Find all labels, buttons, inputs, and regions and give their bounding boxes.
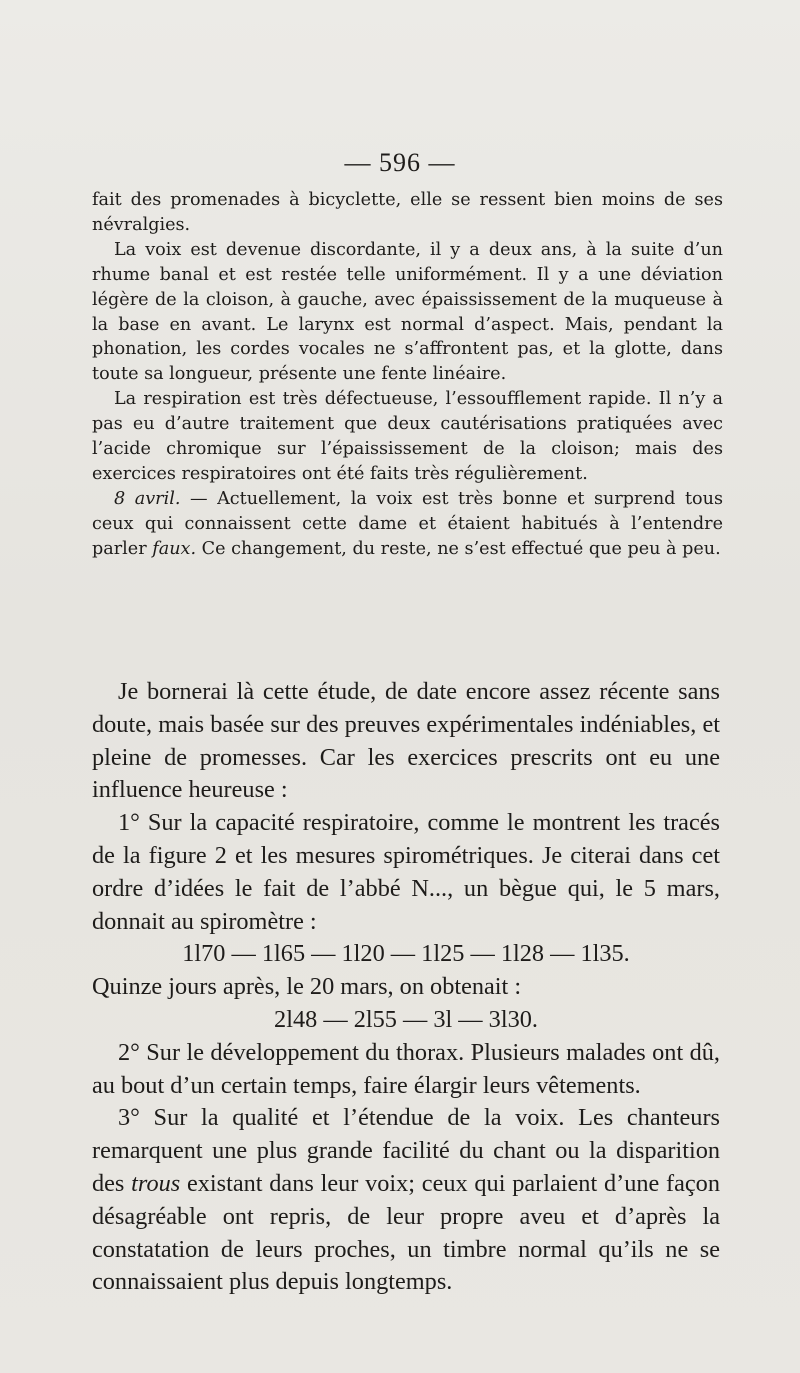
paragraph-respiration: La respiration est très défectueuse, l’essoufflement rapide. Il n’y a pas eu d’autre traitement que deux cautérisations pratiquées avec l’acide chromique sur l’épaississement de la cloison; mais des exercices respiratoires ont été faits très régulièrement. [92,389,723,484]
april-text-1: — Actuellement, la voix est très bonne et surprend tous ceux qui connaissent cette dame et étaient habitués à l’entendre parler [92,488,723,559]
april-date: 8 avril. [114,488,181,509]
page-number: — 596 — [344,148,456,177]
point-3-trous: trous [131,1169,181,1197]
paragraph-point-3 [92,1102,720,1299]
paragraph-voice: La voix est devenue discordante, il y a deux ans, à la suite d’un rhume banal et est restée telle uniformément. Il y a une déviation légère de la cloison, à gauche, avec épaississement de la muqueuse à la base en avant. Le larynx est normal d’aspect. Mais, pendant la phonation, les cordes vocales ne s’affrontent pas, et la glotte, dans toute sa longueur, présente une fente linéaire. [92,239,723,385]
case-notes-section [92,188,723,562]
spirometer-measures-march-5: 1l70 — 1l65 — 1l20 — 1l25 — 1l28 — 1l35. [182,940,630,968]
spirometer-measures-march-20: 2l48 — 2l55 — 3l — 3l30. [274,1005,538,1033]
paragraph-point-1: 1° Sur la capacité respiratoire, comme le montrent les tracés de la figure 2 et les mesures spirométriques. Je citerai dans cet ordre d’idées le fait de l’abbé N..., un bègue qui, le 5 mars, donnait au spiromètre : [92,809,720,935]
paragraph-intro: Je bornerai là cette étude, de date encore assez récente sans doute, mais basée sur des preuves expérimentales indéniables, et pleine de promesses. Car les exercices prescrits ont eu une influence heureuse : [92,678,720,804]
point-3-text-b: existant dans leur voix; ceux qui parlaient d’une façon désagréable ont repris, de leur propre aveu et d’après la constatation de leurs proches, un timbre normal qu’ils ne se connaissaient plus depuis longtemps. [92,1169,720,1296]
paragraph-after: Quinze jours après, le 20 mars, on obtenait : [92,973,522,1001]
paragraph-april [92,487,723,562]
conclusion-section [92,676,720,1299]
april-text-2: Ce changement, du reste, ne s’est effectué que peu à peu. [196,538,721,559]
paragraph-point-2: 2° Sur le développement du thorax. Plusieurs malades ont dû, au bout d’un certain temps, faire élargir leurs vêtements. [92,1038,720,1099]
point-3-text-a: 3° Sur la qualité et l’étendue de la voix. Les chanteurs remarquent une plus grande facilité du chant ou la disparition des [92,1104,720,1197]
april-faux: faux. [152,538,197,559]
paragraph-continuation: fait des promenades à bicyclette, elle se ressent bien moins de ses névralgies. [92,190,723,235]
